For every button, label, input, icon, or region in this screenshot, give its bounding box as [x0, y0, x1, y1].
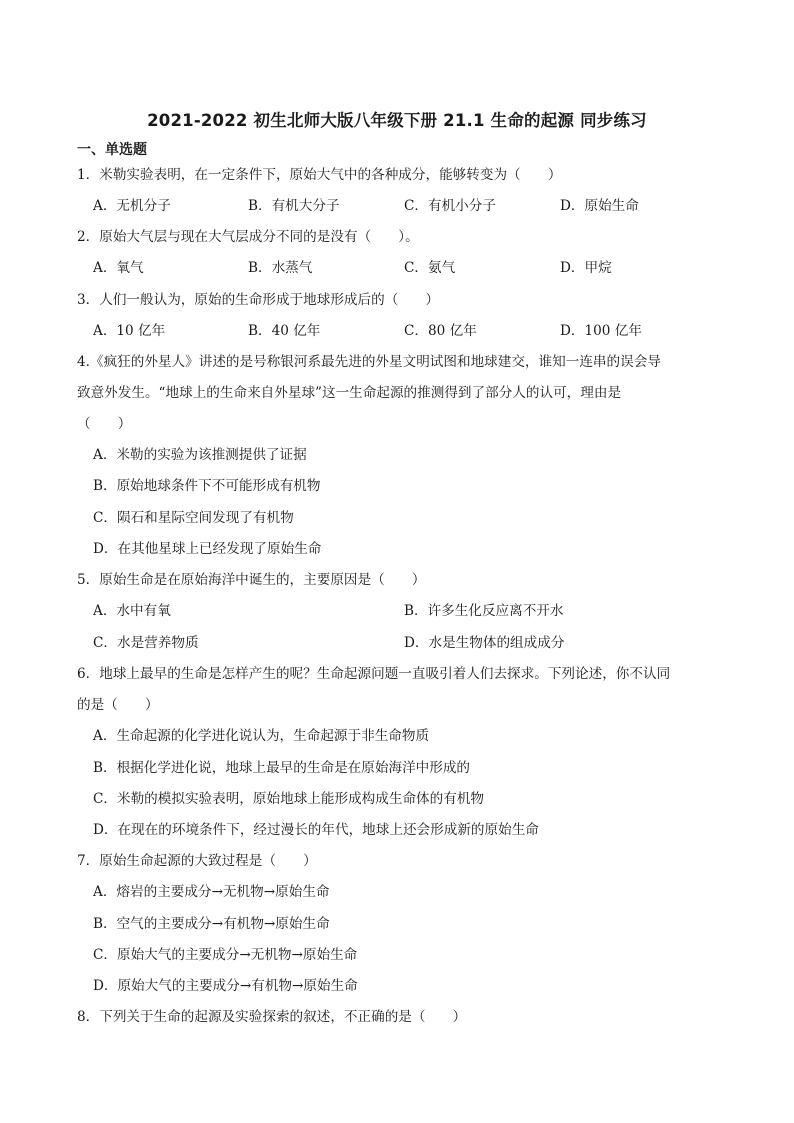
question-2-option-b: B．水蒸气: [248, 260, 313, 276]
question-4-stem-line-2: 致意外发生。“地球上的生命来自外星球”这一生命起源的推测得到了部分人的认可，理由是: [77, 385, 622, 401]
question-6-stem-line-1: 6．地球上最早的生命是怎样产生的呢？生命起源问题一直吸引着人们去探求。下列论述，你不认同: [77, 666, 671, 682]
question-2-option-a: A．氧气: [93, 260, 144, 276]
question-6-stem-line-2: 的是（ ）: [77, 697, 159, 713]
question-6-option-c: C．米勒的模拟实验表明，原始地球上能形成构成生命体的有机物: [93, 791, 485, 807]
question-5-stem: 5．原始生命是在原始海洋中诞生的，主要原因是（ ）: [77, 572, 426, 588]
question-3-option-b: B．40 亿年: [248, 323, 321, 339]
question-6-option-d: D．在现在的环境条件下，经过漫长的年代，地球上还会形成新的原始生命: [93, 822, 539, 838]
question-1-stem: 1．米勒实验表明，在一定条件下，原始大气中的各种成分，能够转变为（ ）: [77, 167, 562, 183]
question-6-option-a: A．生命起源的化学进化说认为，生命起源于非生命物质: [93, 728, 430, 744]
question-1-option-c: C．有机小分子: [404, 198, 496, 214]
question-6-option-b: B．根据化学进化说，地球上最早的生命是在原始海洋中形成的: [93, 760, 471, 776]
question-5-option-a: A．水中有氧: [93, 603, 171, 619]
question-2-stem: 2．原始大气层与现在大气层成分不同的是没有（ ）。: [77, 229, 419, 245]
page-title: 2021-2022 初生北师大版八年级下册 21.1 生命的起源 同步练习: [147, 111, 647, 130]
section-heading: 一、单选题: [77, 142, 147, 158]
question-4-option-a: A．米勒的实验为该推测提供了证据: [93, 447, 307, 463]
question-2-option-c: C．氨气: [404, 260, 456, 276]
question-5-option-d: D．水是生物体的组成成分: [404, 635, 565, 651]
question-4-stem-line-3: （ ）: [77, 416, 132, 432]
question-7-option-a: A．熔岩的主要成分→无机物→原始生命: [93, 884, 330, 900]
question-8-stem: 8．下列关于生命的起源及实验探索的叙述，不正确的是（ ）: [77, 1009, 467, 1025]
question-5-option-b: B．许多生化反应离不开水: [404, 603, 564, 619]
question-3-option-a: A．10 亿年: [93, 323, 166, 339]
question-7-stem: 7．原始生命起源的大致过程是（ ）: [77, 853, 317, 869]
question-4-option-c: C．陨石和星际空间发现了有机物: [93, 510, 294, 526]
question-7-option-b: B．空气的主要成分→有机物→原始生命: [93, 916, 330, 932]
question-4-option-b: B．原始地球条件下不可能形成有机物: [93, 478, 321, 494]
question-3-stem: 3．人们一般认为，原始的生命形成于地球形成后的（ ）: [77, 292, 440, 308]
question-3-option-c: C．80 亿年: [404, 323, 477, 339]
question-7-option-c: C．原始大气的主要成分→无机物→原始生命: [93, 947, 358, 963]
question-2-option-d: D．甲烷: [560, 260, 612, 276]
question-5-option-c: C．水是营养物质: [93, 635, 199, 651]
question-7-option-d: D．原始大气的主要成分→有机物→原始生命: [93, 978, 358, 994]
question-1-option-d: D．原始生命: [560, 198, 639, 214]
question-4-option-d: D．在其他星球上已经发现了原始生命: [93, 541, 322, 557]
question-1-option-b: B．有机大分子: [248, 198, 340, 214]
question-1-option-a: A．无机分子: [93, 198, 171, 214]
question-3-option-d: D．100 亿年: [560, 323, 642, 339]
question-4-stem-line-1: 4.《疯狂的外星人》讲述的是号称银河系最先进的外星文明试图和地球建交，谁知一连串的误会导: [77, 354, 661, 370]
